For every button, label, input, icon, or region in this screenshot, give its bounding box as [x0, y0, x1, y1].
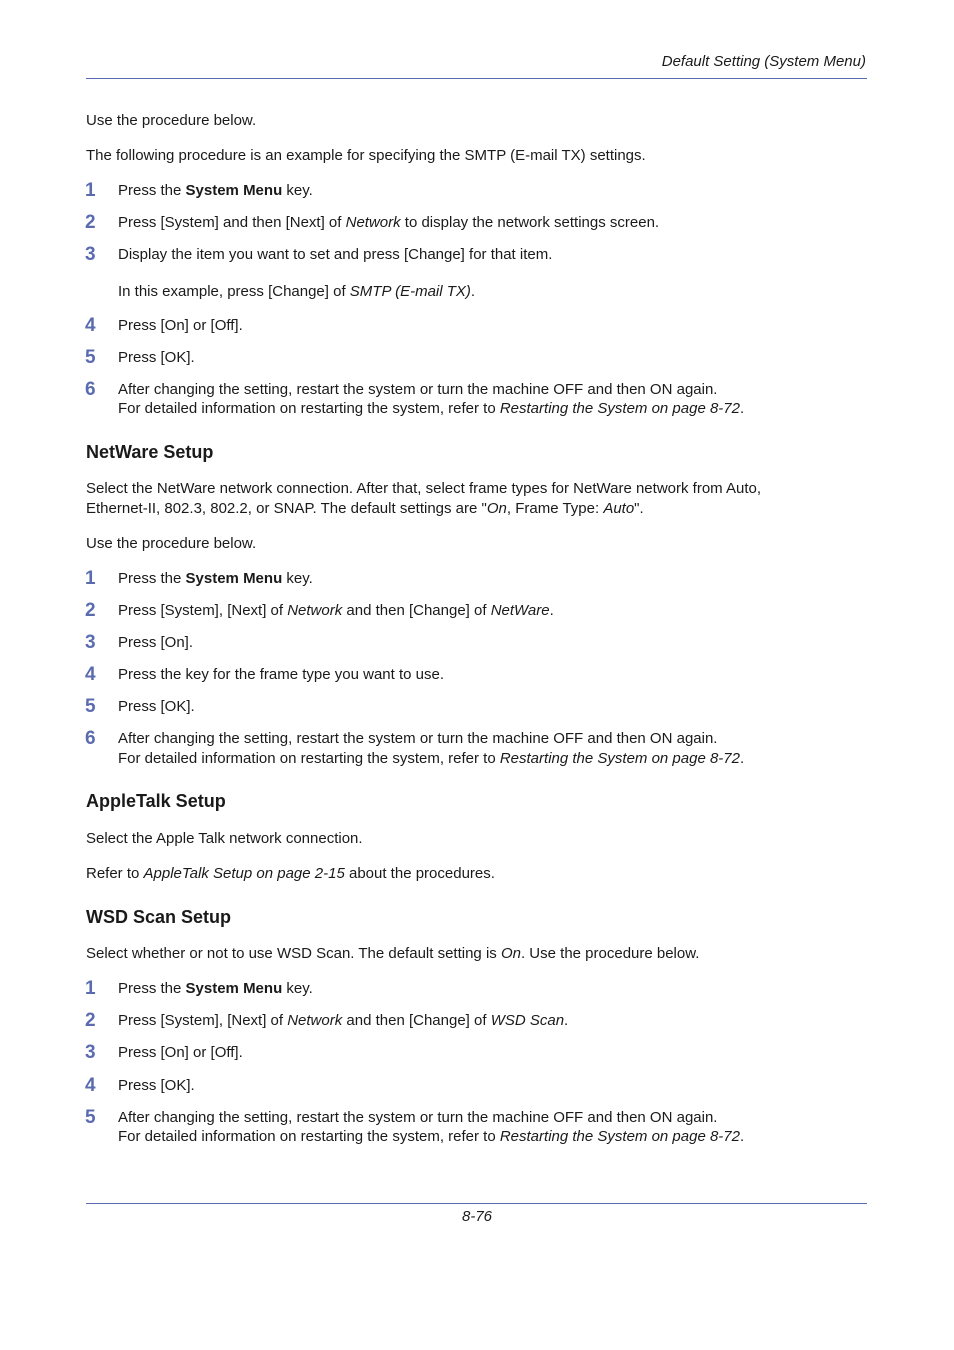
step-text-part: key.: [282, 570, 313, 587]
cross-reference-link[interactable]: Restarting the System on page 8-72: [499, 750, 740, 767]
menu-name: Network: [287, 602, 343, 619]
step-number: 5: [85, 347, 96, 368]
step-number: 5: [85, 696, 96, 717]
step-text: [118, 569, 313, 588]
step-text-part: Press the: [118, 570, 186, 587]
step-text-part: For detailed information on restarting the system, refer to: [118, 750, 500, 767]
step-text-part: In this example, press [Change] of: [118, 283, 350, 300]
step-text-part: key.: [282, 980, 313, 997]
step-text-part: .: [739, 400, 745, 417]
step-text: [118, 979, 313, 998]
step-text-part: Press [System], [Next] of: [118, 1012, 288, 1029]
step-text-part: Press [System], [Next] of: [118, 602, 288, 619]
cross-reference-link[interactable]: Restarting the System on page 8-72: [499, 1128, 740, 1145]
text-part: Refer to: [86, 865, 144, 882]
paragraph: Select the NetWare network connection. After that, select frame types for NetWare network from Auto,: [86, 480, 762, 497]
section-heading-wsd-scan: WSD Scan Setup: [86, 907, 232, 927]
step-text: Press [On] or [Off].: [118, 1044, 243, 1061]
step-number: 6: [85, 728, 96, 749]
paragraph: Use the procedure below.: [86, 535, 257, 552]
step-text-part: .: [739, 1128, 745, 1145]
step-number: 3: [85, 244, 96, 265]
paragraph: The following procedure is an example for specifying the SMTP (E-mail TX) settings.: [86, 147, 646, 164]
step-number: 3: [85, 1042, 96, 1063]
step-number: 2: [85, 600, 96, 621]
step-text: Press the key for the frame type you want to use.: [118, 666, 444, 683]
step-text: [118, 749, 744, 768]
step-text-part: Press the: [118, 182, 186, 199]
key-name: System Menu: [185, 182, 283, 199]
menu-name: NetWare: [490, 602, 550, 619]
step-text-part: and then [Change] of: [342, 602, 491, 619]
step-text-part: key.: [282, 182, 313, 199]
paragraph: [86, 944, 699, 963]
step-note: [118, 282, 475, 301]
text-part: , Frame Type:: [506, 500, 604, 517]
step-text-part: Press the: [118, 980, 186, 997]
step-number: 1: [85, 180, 96, 201]
footer-rule: [86, 1203, 867, 1204]
step-text: Display the item you want to set and press [Change] for that item.: [118, 246, 553, 263]
paragraph: Use the procedure below.: [86, 112, 257, 129]
step-text: After changing the setting, restart the system or turn the machine OFF and then ON again.: [118, 1109, 718, 1126]
step-text-part: .: [564, 1012, 569, 1029]
section-heading-appletalk: AppleTalk Setup: [86, 791, 226, 811]
paragraph: [86, 864, 495, 883]
paragraph: Select the Apple Talk network connection.: [86, 830, 363, 847]
step-text: Press [On].: [118, 634, 194, 651]
default-value: On: [486, 500, 507, 517]
section-heading-netware: NetWare Setup: [86, 442, 214, 462]
step-text-part: For detailed information on restarting the system, refer to: [118, 1128, 500, 1145]
paragraph: [86, 499, 644, 518]
step-number: 4: [85, 1075, 96, 1096]
menu-name: Network: [345, 214, 401, 231]
step-text: [118, 181, 313, 200]
menu-name: Network: [287, 1012, 343, 1029]
step-text: After changing the setting, restart the system or turn the machine OFF and then ON again.: [118, 730, 718, 747]
page-number: 8-76: [461, 1208, 493, 1225]
text-part: ".: [634, 500, 644, 517]
step-number: 5: [85, 1107, 96, 1128]
step-text: [118, 1127, 744, 1146]
default-value: Auto: [603, 500, 635, 517]
step-number: 3: [85, 632, 96, 653]
step-number: 2: [85, 1010, 96, 1031]
cross-reference-link[interactable]: Restarting the System on page 8-72: [499, 400, 740, 417]
step-text-part: For detailed information on restarting the system, refer to: [118, 400, 500, 417]
step-text-part: .: [549, 602, 554, 619]
step-text: [118, 399, 744, 418]
step-text: Press [OK].: [118, 1077, 195, 1094]
text-part: Ethernet-II, 802.3, 802.2, or SNAP. The default settings are ": [86, 500, 487, 517]
step-text: [118, 213, 659, 232]
step-number: 6: [85, 379, 96, 400]
text-part: . Use the procedure below.: [520, 945, 700, 962]
key-name: System Menu: [185, 570, 283, 587]
step-number: 2: [85, 212, 96, 233]
step-text-part: and then [Change] of: [342, 1012, 491, 1029]
running-header-title: Default Setting (System Menu): [661, 53, 866, 70]
menu-name: SMTP (E-mail TX): [349, 283, 471, 300]
step-number: 4: [85, 315, 96, 336]
step-text: After changing the setting, restart the system or turn the machine OFF and then ON again.: [118, 381, 718, 398]
cross-reference-link[interactable]: AppleTalk Setup on page 2-15: [143, 865, 345, 882]
step-text: Press [On] or [Off].: [118, 317, 243, 334]
step-text-part: Press [System] and then [Next] of: [118, 214, 346, 231]
step-text-part: .: [470, 283, 476, 300]
step-number: 4: [85, 664, 96, 685]
step-text-part: to display the network settings screen.: [400, 214, 660, 231]
step-number: 1: [85, 978, 96, 999]
step-number: 1: [85, 568, 96, 589]
step-text: Press [OK].: [118, 349, 195, 366]
text-part: about the procedures.: [344, 865, 495, 882]
step-text-part: .: [739, 750, 745, 767]
default-value: On: [500, 945, 521, 962]
header-rule: [86, 78, 867, 79]
text-part: Select whether or not to use WSD Scan. The default setting is: [86, 945, 501, 962]
key-name: System Menu: [185, 980, 283, 997]
menu-name: WSD Scan: [490, 1012, 565, 1029]
step-text: [118, 601, 554, 620]
step-text: Press [OK].: [118, 698, 195, 715]
step-text: [118, 1011, 568, 1030]
